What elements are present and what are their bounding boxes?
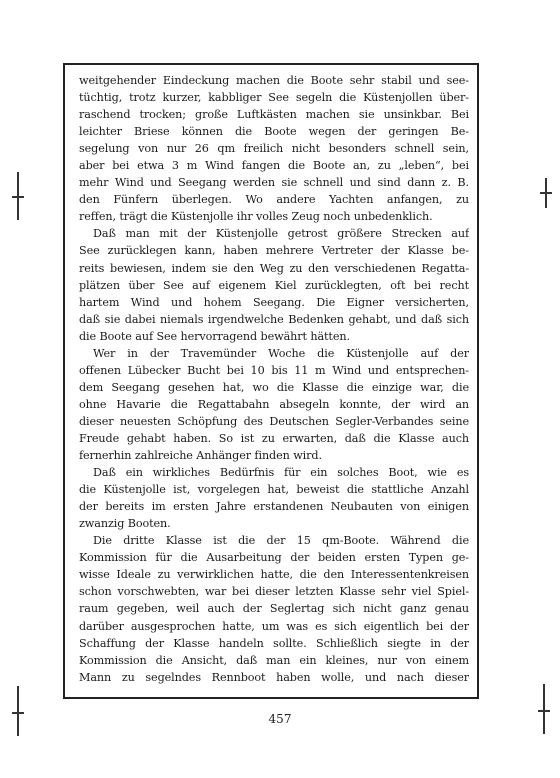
text-line: Kommission die Ansicht, daß man ein kleines, nur von einem — [79, 653, 469, 667]
text-line: segelung von nur 26 qm freilich nicht besonders schnell sein, — [79, 142, 469, 156]
text-line: See zurücklegen kann, haben mehrere Vertreter der Klasse be- — [79, 244, 469, 258]
text-line: offenen Lübecker Bucht bei 10 bis 11 m Wind und entsprechen- — [79, 363, 469, 377]
text-line: reits bewiesen, indem sie den Weg zu den verschiedenen Regatta- — [79, 261, 469, 275]
text-line: den Fünfern überlegen. Wo andere Yachten anfangen, zu — [79, 193, 469, 207]
text-line: wisse Ideale zu verwirklichen hatte, die den Interessentenkreisen — [79, 568, 469, 582]
left-margin-tick-top — [12, 196, 24, 198]
right-margin-tick-top — [540, 192, 552, 194]
text-line: zwanzig Booten. — [79, 517, 171, 531]
text-line: raum gegeben, weil auch der Seglertag sich nicht ganz genau — [79, 602, 469, 616]
text-line: Schaffung der Klasse handeln sollte. Schließlich siegte in der — [79, 636, 469, 650]
text-line: hartem Wind und hohem Seegang. Die Eigner versicherten, — [79, 295, 469, 309]
text-line: raschend trocken; große Luftkästen machen sie unsinkbar. Bei — [79, 108, 469, 122]
text-line: aber bei etwa 3 m Wind fangen die Boote an, zu „leben“, bei — [79, 159, 469, 173]
text-line: darüber ausgesprochen hatte, um was es sich eigentlich bei der — [79, 619, 469, 633]
paragraph-5 — [79, 532, 469, 685]
text-line: ohne Havarie die Regattabahn absegeln konnte, der wird an — [79, 397, 469, 411]
paragraph-1 — [79, 72, 469, 225]
body-text — [79, 72, 469, 686]
text-line: die Küstenjolle ist, vorgelegen hat, beweist die stattliche Anzahl — [79, 483, 469, 497]
paragraph-4 — [79, 464, 469, 532]
text-line: plätzen über See auf eigenem Kiel zurücklegten, oft bei recht — [79, 278, 469, 292]
text-line: fernerhin zahlreiche Anhänger finden wird. — [79, 449, 322, 463]
paragraph-2 — [79, 225, 469, 344]
text-line: reffen, trägt die Küstenjolle ihr volles Zeug noch unbedenklich. — [79, 210, 433, 224]
text-line: Die dritte Klasse ist die der 15 qm-Boote. Während die — [93, 534, 469, 548]
text-line: Kommission für die Ausarbeitung der beiden ersten Typen ge- — [79, 551, 469, 565]
text-line: die Boote auf See hervorragend bewährt hätten. — [79, 329, 350, 343]
text-line: dieser neuesten Schöpfung des Deutschen Segler-Verbandes seine — [79, 414, 469, 428]
right-margin-binding-mark-bottom — [543, 684, 545, 734]
text-line: leichter Briese können die Boote wegen der geringen Be- — [79, 125, 469, 139]
text-line: weitgehender Eindeckung machen die Boote sehr stabil und see- — [79, 74, 469, 87]
page-number: 457 — [268, 712, 292, 726]
text-line: dem Seegang gesehen hat, wo die Klasse die einzige war, die — [79, 380, 469, 394]
text-line: der bereits im ersten Jahre erstandenen Neubauten von einigen — [79, 500, 469, 514]
left-margin-binding-mark-bottom — [17, 686, 19, 736]
text-line: Wer in der Travemünder Woche die Küstenjolle auf der — [93, 346, 469, 360]
text-line: mehr Wind und Seegang werden sie schnell und sind dann z. B. — [79, 176, 469, 190]
text-line: Daß man mit der Küstenjolle getrost größere Strecken auf — [93, 227, 469, 241]
text-line: Freude gehabt haben. So ist zu erwarten, daß die Klasse auch — [79, 431, 469, 445]
text-line: tüchtig, trotz kurzer, kabbliger See segeln die Küstenjollen über- — [79, 91, 469, 105]
text-line: Daß ein wirkliches Bedürfnis für ein solches Boot, wie es — [93, 466, 469, 480]
paragraph-3 — [79, 345, 469, 464]
text-line: Mann zu segelndes Rennboot haben wolle, und nach dieser — [79, 670, 469, 684]
text-line: schon vorschwebten, war bei dieser letzten Klasse sehr viel Spiel- — [79, 585, 469, 599]
text-line: daß sie dabei niemals irgendwelche Bedenken gehabt, und daß sich — [79, 312, 469, 326]
